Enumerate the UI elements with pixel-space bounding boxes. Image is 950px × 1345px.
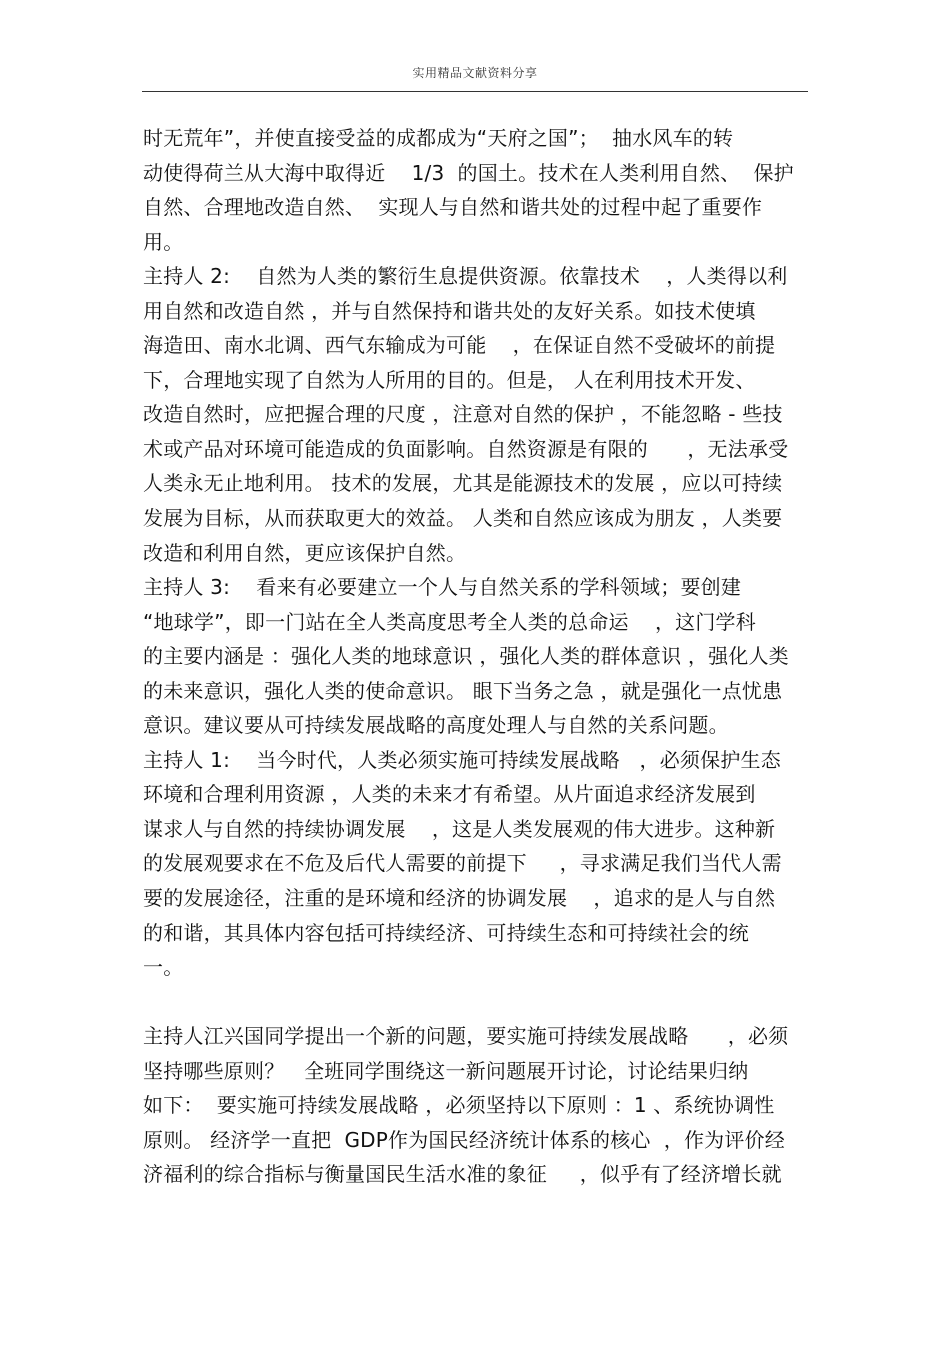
text-line: 术或产品对环境可能造成的负面影响。自然资源是有限的 ，无法承受: [143, 436, 789, 461]
text-line: 时无荒年”，并使直接受益的成都成为“天府之国”； 抽水风车的转: [143, 126, 734, 150]
text-line: 人类永无止地利用。 技术的发展，尤其是能源技术的发展 ，应以可持续: [143, 471, 783, 496]
text-line: 改造自然时，应把握合理的尺度 ，注意对自然的保护 ，不能忽略 - 些技: [143, 402, 783, 427]
text-line: 一。: [143, 955, 184, 980]
text-line: 的发展观要求在不危及后代人需要的前提下 ，寻求满足我们当代人需: [143, 851, 782, 876]
paragraph-1: [143, 121, 809, 985]
page-header: 实用精品文献资料分享: [412, 66, 538, 80]
text-line: 发展为目标，从而获取更大的效益。 人类和自然应该成为朋友 ，人类要: [143, 506, 783, 531]
text-line: 主持人江兴国同学提出一个新的问题，要实施可持续发展战略 ，必须: [143, 1024, 789, 1049]
text-line: 如下： 要实施可持续发展战略 ，必须坚持以下原则 ：1 、系统协调性: [143, 1093, 775, 1118]
document-body: [143, 121, 809, 1192]
text-line: 主持人 3: 看来有必要建立一个人与自然关系的学科领域；要创建: [143, 575, 742, 600]
text-line: 下，合理地实现了自然为人所用的目的。但是， 人在利用技术开发、: [143, 367, 756, 392]
paragraph-gap: [143, 985, 809, 1020]
paragraph-2: [143, 1019, 809, 1192]
text-line: 用自然和改造自然 ，并与自然保持和谐共处的友好关系。如技术使填: [143, 298, 756, 323]
text-line: 的主要内涵是 ：强化人类的地球意识 ，强化人类的群体意识 ，强化人类: [143, 644, 789, 669]
text-line: 自然、合理地改造自然、 实现人与自然和谐共处的过程中起了重要作: [143, 195, 763, 220]
text-line: 济福利的综合指标与衡量国民生活水准的象征 ，似乎有了经济增长就: [143, 1162, 782, 1187]
text-line: 改造和利用自然，更应该保护自然。: [143, 540, 467, 565]
text-line: 主持人 1: 当今时代，人类必须实施可持续发展战略 ，必须保护生态: [143, 747, 781, 772]
header-rule: [142, 91, 808, 92]
text-line: 用。: [143, 229, 184, 254]
text-line: 坚持哪些原则？ 全班同学围绕这一新问题展开讨论，讨论结果归纳: [143, 1058, 749, 1083]
text-line: 意识。建议要从可持续发展战略的高度处理人与自然的关系问题。: [143, 713, 729, 738]
text-line: 要的发展途径，注重的是环境和经济的协调发展 ，追求的是人与自然: [143, 886, 776, 911]
text-line: 环境和合理利用资源 ，人类的未来才有希望。从片面追求经济发展到: [143, 782, 756, 807]
text-line: 动使得荷兰从大海中取得近 1/3 的国土。技术在人类利用自然、 保护: [143, 160, 794, 185]
text-line: 海造田、南水北调、西气东输成为可能 ，在保证自然不受破坏的前提: [143, 333, 776, 358]
text-line: 原则。 经济学一直把 GDP作为国民经济统计体系的核心 ，作为评价经: [143, 1127, 785, 1152]
text-line: 谋求人与自然的持续协调发展 ，这是人类发展观的伟大进步。这种新: [143, 816, 776, 841]
text-line: 主持人 2: 自然为人类的繁衍生息提供资源。依靠技术 ，人类得以利: [143, 264, 788, 289]
text-line: 的和谐，其具体内容包括可持续经济、可持续生态和可持续社会的统: [143, 920, 749, 945]
text-line: “地球学”，即一门站在全人类高度思考全人类的总命运 ，这门学科: [143, 609, 756, 634]
text-line: 的未来意识，强化人类的使命意识。 眼下当务之急 ，就是强化一点忧患: [143, 678, 783, 703]
